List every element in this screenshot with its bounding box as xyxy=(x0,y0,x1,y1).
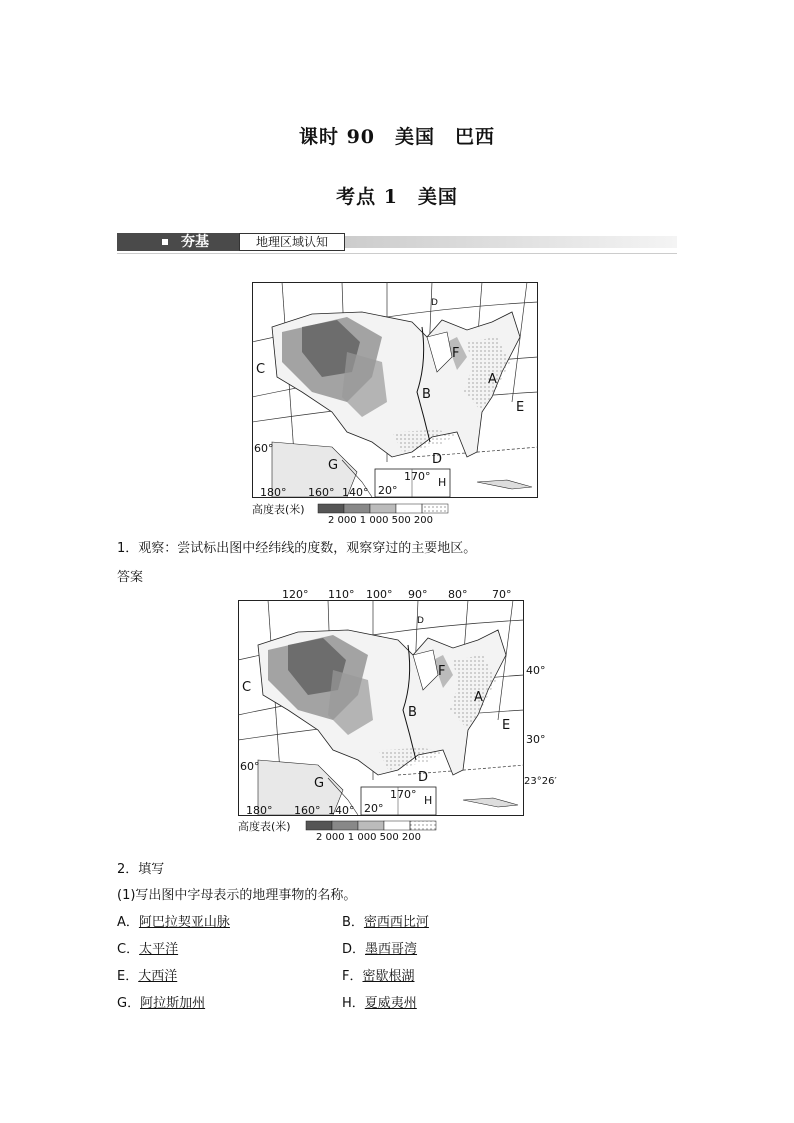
banner-gradient xyxy=(345,236,677,248)
map2-lon-140: 140° xyxy=(328,804,355,817)
banner-label: 地理区域认知 xyxy=(239,233,345,251)
us-map-figure xyxy=(252,282,538,528)
answer-name: 阿巴拉契亚山脉 xyxy=(138,915,230,930)
answer-name: 墨西哥湾 xyxy=(365,942,418,957)
question-2: 2．填写 xyxy=(117,862,165,877)
question-1: 1．观察：尝试标出图中经纬线的度数，观察穿过的主要地区。 xyxy=(117,541,477,556)
answer-letter: A． xyxy=(117,915,139,930)
answer-letter: H． xyxy=(342,996,365,1011)
map1-label-E: E xyxy=(516,400,525,415)
map1-label-A: A xyxy=(488,372,497,387)
map1-label-G: G xyxy=(328,458,339,473)
map2-label-H: H xyxy=(424,794,433,807)
banner-tag-bg xyxy=(117,233,239,251)
map2-lon-110: 110° xyxy=(328,588,355,601)
answer-E xyxy=(117,965,177,984)
us-map-answer-figure xyxy=(238,588,557,850)
map1-label-B: B xyxy=(422,387,431,402)
map2-label-E: E xyxy=(502,718,511,733)
map1-label-C: C xyxy=(256,362,266,377)
answer-A xyxy=(117,911,230,930)
lesson-title: 课时 90 美国 巴西 xyxy=(298,126,496,148)
map2-lon-80: 80° xyxy=(448,588,468,601)
answer-F xyxy=(342,965,415,984)
answer-C xyxy=(117,938,178,957)
map1-legend-values: 2 000 1 000 500 200 xyxy=(328,515,433,526)
square-bullet-icon xyxy=(162,239,168,245)
map2-label-B: B xyxy=(408,705,417,720)
map1-lat-60: 60° xyxy=(254,442,274,455)
map2-lat-tropic: 23°26′ xyxy=(524,776,557,787)
answer-B xyxy=(342,911,429,930)
map2-lon-120: 120° xyxy=(282,588,309,601)
map2-inset-20: 20° xyxy=(364,802,384,815)
answer-letter: E． xyxy=(117,969,139,984)
map2-label-F: F xyxy=(438,664,446,679)
map1-label-D-lower: D xyxy=(432,452,443,467)
map2-legend-values: 2 000 1 000 500 200 xyxy=(316,832,421,843)
answer-name: 密歇根湖 xyxy=(362,969,415,984)
banner-tag: 夯基 xyxy=(181,234,209,250)
map1-label-H: H xyxy=(438,476,447,489)
map2-lon-100: 100° xyxy=(366,588,393,601)
map2-lat-60: 60° xyxy=(240,760,260,773)
answer-name: 密西西比河 xyxy=(363,915,429,930)
banner-divider xyxy=(117,253,677,254)
map1-label-F: F xyxy=(452,346,460,361)
map2-label-D-lower: D xyxy=(418,770,429,785)
answer-name: 太平洋 xyxy=(139,942,179,957)
answer-letter: B． xyxy=(342,915,364,930)
answer-name: 阿拉斯加州 xyxy=(140,996,206,1011)
map2-legend-title: 高度表(米) xyxy=(238,820,291,833)
answer-D xyxy=(342,938,417,957)
answer-letter: G． xyxy=(117,996,141,1011)
section-title: 考点 1 美国 xyxy=(336,186,458,208)
answer-letter: C． xyxy=(117,942,140,957)
map1-lon-140: 140° xyxy=(342,486,369,499)
map1-inset-20: 20° xyxy=(378,484,398,497)
map2-lon-160: 160° xyxy=(294,804,321,817)
map2-label-C: C xyxy=(242,680,252,695)
answer-H xyxy=(342,992,417,1011)
map2-lon-70: 70° xyxy=(492,588,512,601)
section-banner xyxy=(117,233,677,251)
map2-lat-30: 30° xyxy=(526,733,546,746)
map1-inset-170: 170° xyxy=(404,470,431,483)
map2-label-D-upper: D xyxy=(417,616,424,626)
map2-inset-170: 170° xyxy=(390,788,417,801)
map2-lat-40: 40° xyxy=(526,664,546,677)
map2-lon-180: 180° xyxy=(246,804,273,817)
map2-lon-90: 90° xyxy=(408,588,428,601)
map1-lon-160: 160° xyxy=(308,486,335,499)
map2-label-G: G xyxy=(314,776,325,791)
answer-name: 夏威夷州 xyxy=(364,996,417,1011)
map1-legend-title: 高度表(米) xyxy=(252,503,305,516)
answer-G xyxy=(117,992,205,1011)
map1-label-D-upper: D xyxy=(431,298,438,308)
answer-name: 大西洋 xyxy=(138,969,178,984)
us-map-answer-svg xyxy=(238,588,538,850)
answer-letter: D． xyxy=(342,942,366,957)
answer-letter: F． xyxy=(342,969,363,984)
answer-label: 答案 xyxy=(117,570,144,585)
map1-lon-180: 180° xyxy=(260,486,287,499)
question-2-1: (1)写出图中字母表示的地理事物的名称。 xyxy=(117,888,357,903)
map2-label-A: A xyxy=(474,690,483,705)
